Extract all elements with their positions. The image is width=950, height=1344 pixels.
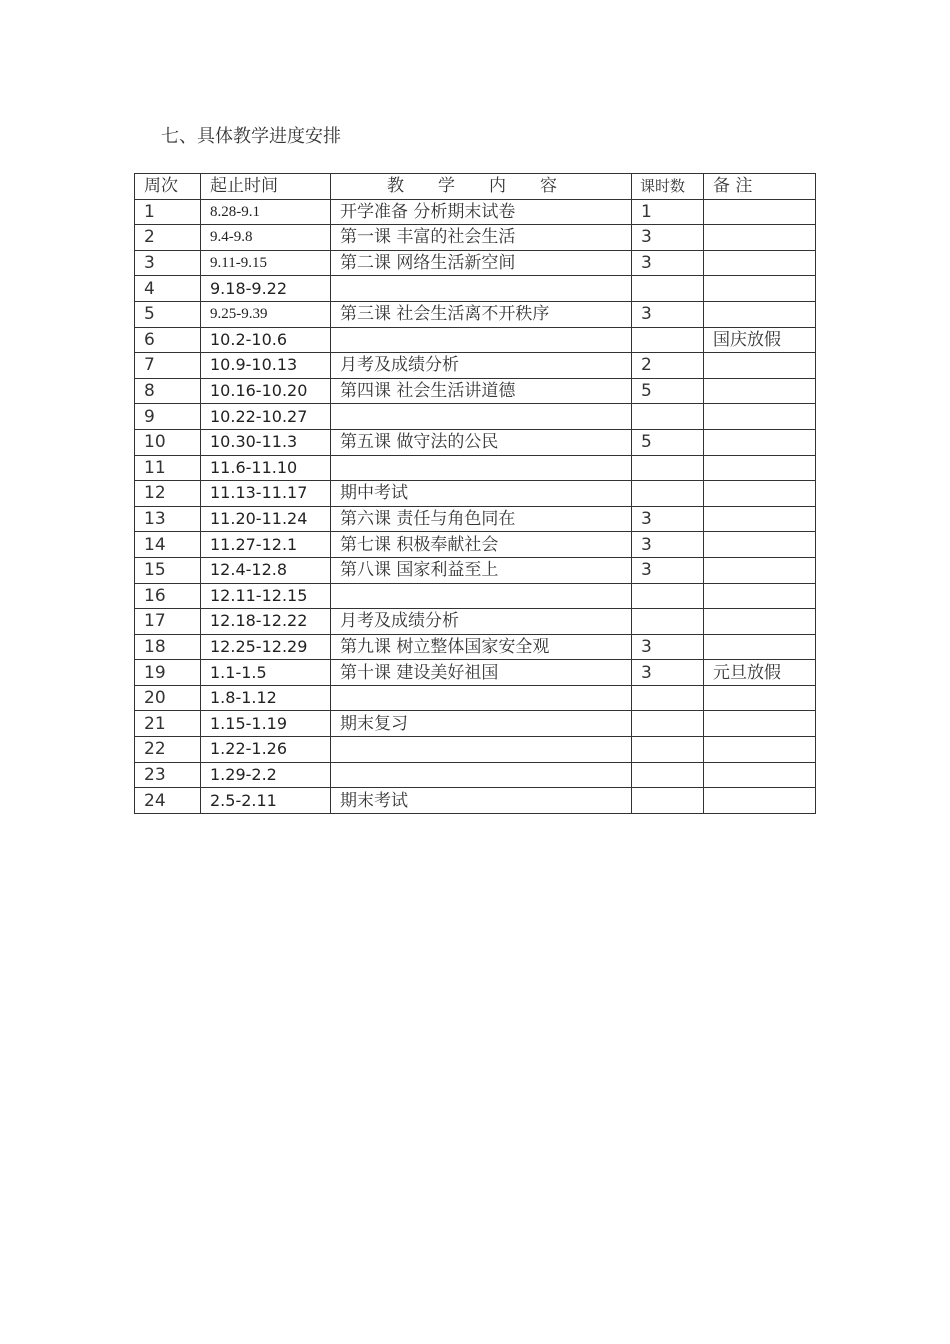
dates-cell: 12.4-12.8	[201, 557, 331, 583]
week-cell: 19	[135, 660, 201, 686]
week-cell: 2	[135, 225, 201, 251]
note-cell	[704, 685, 816, 711]
content-cell	[331, 455, 632, 481]
week-cell: 11	[135, 455, 201, 481]
week-cell: 15	[135, 557, 201, 583]
content-cell	[331, 737, 632, 763]
week-cell: 23	[135, 762, 201, 788]
week-cell: 14	[135, 532, 201, 558]
table-row	[135, 378, 816, 404]
week-cell: 3	[135, 250, 201, 276]
note-cell: 国庆放假	[704, 327, 816, 353]
week-cell: 9	[135, 404, 201, 430]
content-cell: 第三课 社会生活离不开秩序	[331, 301, 632, 327]
hours-cell	[632, 583, 704, 609]
dates-cell: 11.6-11.10	[201, 455, 331, 481]
dates-cell: 1.29-2.2	[201, 762, 331, 788]
content-cell: 第九课 树立整体国家安全观	[331, 634, 632, 660]
hours-cell: 5	[632, 378, 704, 404]
content-cell	[331, 583, 632, 609]
dates-cell: 1.22-1.26	[201, 737, 331, 763]
hours-cell: 5	[632, 429, 704, 455]
week-cell: 18	[135, 634, 201, 660]
note-cell	[704, 378, 816, 404]
hours-cell: 1	[632, 199, 704, 225]
dates-cell: 8.28-9.1	[201, 199, 331, 225]
note-cell	[704, 532, 816, 558]
dates-cell: 9.4-9.8	[201, 225, 331, 251]
hours-cell: 3	[632, 634, 704, 660]
content-cell: 第十课 建设美好祖国	[331, 660, 632, 686]
week-cell: 24	[135, 788, 201, 814]
table-row	[135, 429, 816, 455]
week-cell: 13	[135, 506, 201, 532]
week-cell: 1	[135, 199, 201, 225]
table-row	[135, 762, 816, 788]
hours-cell: 3	[632, 660, 704, 686]
hours-cell: 3	[632, 225, 704, 251]
content-cell: 第七课 积极奉献社会	[331, 532, 632, 558]
note-cell	[704, 737, 816, 763]
hours-cell	[632, 481, 704, 507]
content-cell: 第四课 社会生活讲道德	[331, 378, 632, 404]
dates-cell: 1.15-1.19	[201, 711, 331, 737]
content-cell	[331, 276, 632, 302]
table-row	[135, 583, 816, 609]
note-cell	[704, 199, 816, 225]
note-cell	[704, 481, 816, 507]
header-dates: 起止时间	[201, 174, 331, 200]
table-row	[135, 353, 816, 379]
content-cell: 第六课 责任与角色同在	[331, 506, 632, 532]
week-cell: 21	[135, 711, 201, 737]
content-cell	[331, 762, 632, 788]
dates-cell: 11.13-11.17	[201, 481, 331, 507]
week-cell: 4	[135, 276, 201, 302]
table-row	[135, 225, 816, 251]
table-body	[135, 199, 816, 813]
table-row	[135, 404, 816, 430]
note-cell	[704, 557, 816, 583]
teaching-schedule-table	[134, 173, 816, 814]
note-cell: 元旦放假	[704, 660, 816, 686]
note-cell	[704, 634, 816, 660]
table-row	[135, 609, 816, 635]
note-cell	[704, 225, 816, 251]
dates-cell: 10.16-10.20	[201, 378, 331, 404]
week-cell: 6	[135, 327, 201, 353]
note-cell	[704, 455, 816, 481]
content-cell: 期末复习	[331, 711, 632, 737]
hours-cell	[632, 762, 704, 788]
note-cell	[704, 404, 816, 430]
note-cell	[704, 609, 816, 635]
note-cell	[704, 276, 816, 302]
hours-cell: 3	[632, 532, 704, 558]
table-row	[135, 301, 816, 327]
note-cell	[704, 762, 816, 788]
dates-cell: 9.25-9.39	[201, 301, 331, 327]
table-row	[135, 660, 816, 686]
hours-cell: 3	[632, 301, 704, 327]
hours-cell: 3	[632, 250, 704, 276]
hours-cell	[632, 609, 704, 635]
week-cell: 10	[135, 429, 201, 455]
dates-cell: 10.22-10.27	[201, 404, 331, 430]
dates-cell: 12.25-12.29	[201, 634, 331, 660]
dates-cell: 10.9-10.13	[201, 353, 331, 379]
hours-cell	[632, 788, 704, 814]
dates-cell: 1.8-1.12	[201, 685, 331, 711]
table-row	[135, 634, 816, 660]
note-cell	[704, 250, 816, 276]
table-row	[135, 481, 816, 507]
note-cell	[704, 788, 816, 814]
hours-cell	[632, 737, 704, 763]
note-cell	[704, 711, 816, 737]
note-cell	[704, 506, 816, 532]
hours-cell	[632, 276, 704, 302]
hours-cell	[632, 455, 704, 481]
week-cell: 16	[135, 583, 201, 609]
content-cell: 月考及成绩分析	[331, 609, 632, 635]
content-cell: 第五课 做守法的公民	[331, 429, 632, 455]
dates-cell: 9.18-9.22	[201, 276, 331, 302]
hours-cell	[632, 327, 704, 353]
dates-cell: 11.27-12.1	[201, 532, 331, 558]
hours-cell: 3	[632, 506, 704, 532]
table-row	[135, 455, 816, 481]
content-cell: 第一课 丰富的社会生活	[331, 225, 632, 251]
table-row	[135, 199, 816, 225]
dates-cell: 12.18-12.22	[201, 609, 331, 635]
hours-cell	[632, 711, 704, 737]
week-cell: 12	[135, 481, 201, 507]
content-cell	[331, 404, 632, 430]
header-content: 教 学 内 容	[331, 174, 632, 200]
table-header-row	[135, 174, 816, 200]
content-cell: 期末考试	[331, 788, 632, 814]
week-cell: 17	[135, 609, 201, 635]
header-note: 备 注	[704, 174, 816, 200]
week-cell: 5	[135, 301, 201, 327]
hours-cell	[632, 685, 704, 711]
header-week: 周次	[135, 174, 201, 200]
week-cell: 22	[135, 737, 201, 763]
note-cell	[704, 429, 816, 455]
table-row	[135, 532, 816, 558]
table-row	[135, 557, 816, 583]
table-row	[135, 711, 816, 737]
section-title: 七、具体教学进度安排	[161, 126, 341, 147]
content-cell: 开学准备 分析期末试卷	[331, 199, 632, 225]
dates-cell: 1.1-1.5	[201, 660, 331, 686]
content-cell	[331, 685, 632, 711]
hours-cell	[632, 404, 704, 430]
table-row	[135, 276, 816, 302]
dates-cell: 10.30-11.3	[201, 429, 331, 455]
hours-cell: 3	[632, 557, 704, 583]
dates-cell: 10.2-10.6	[201, 327, 331, 353]
header-hours: 课时数	[632, 174, 704, 200]
table-row	[135, 250, 816, 276]
table-row	[135, 685, 816, 711]
note-cell	[704, 353, 816, 379]
dates-cell: 11.20-11.24	[201, 506, 331, 532]
week-cell: 8	[135, 378, 201, 404]
table-row	[135, 788, 816, 814]
content-cell: 第二课 网络生活新空间	[331, 250, 632, 276]
dates-cell: 12.11-12.15	[201, 583, 331, 609]
dates-cell: 2.5-2.11	[201, 788, 331, 814]
hours-cell: 2	[632, 353, 704, 379]
table-row	[135, 506, 816, 532]
content-cell	[331, 327, 632, 353]
week-cell: 7	[135, 353, 201, 379]
content-cell: 月考及成绩分析	[331, 353, 632, 379]
note-cell	[704, 583, 816, 609]
note-cell	[704, 301, 816, 327]
table-row	[135, 737, 816, 763]
content-cell: 第八课 国家利益至上	[331, 557, 632, 583]
dates-cell: 9.11-9.15	[201, 250, 331, 276]
table-row	[135, 327, 816, 353]
content-cell: 期中考试	[331, 481, 632, 507]
week-cell: 20	[135, 685, 201, 711]
